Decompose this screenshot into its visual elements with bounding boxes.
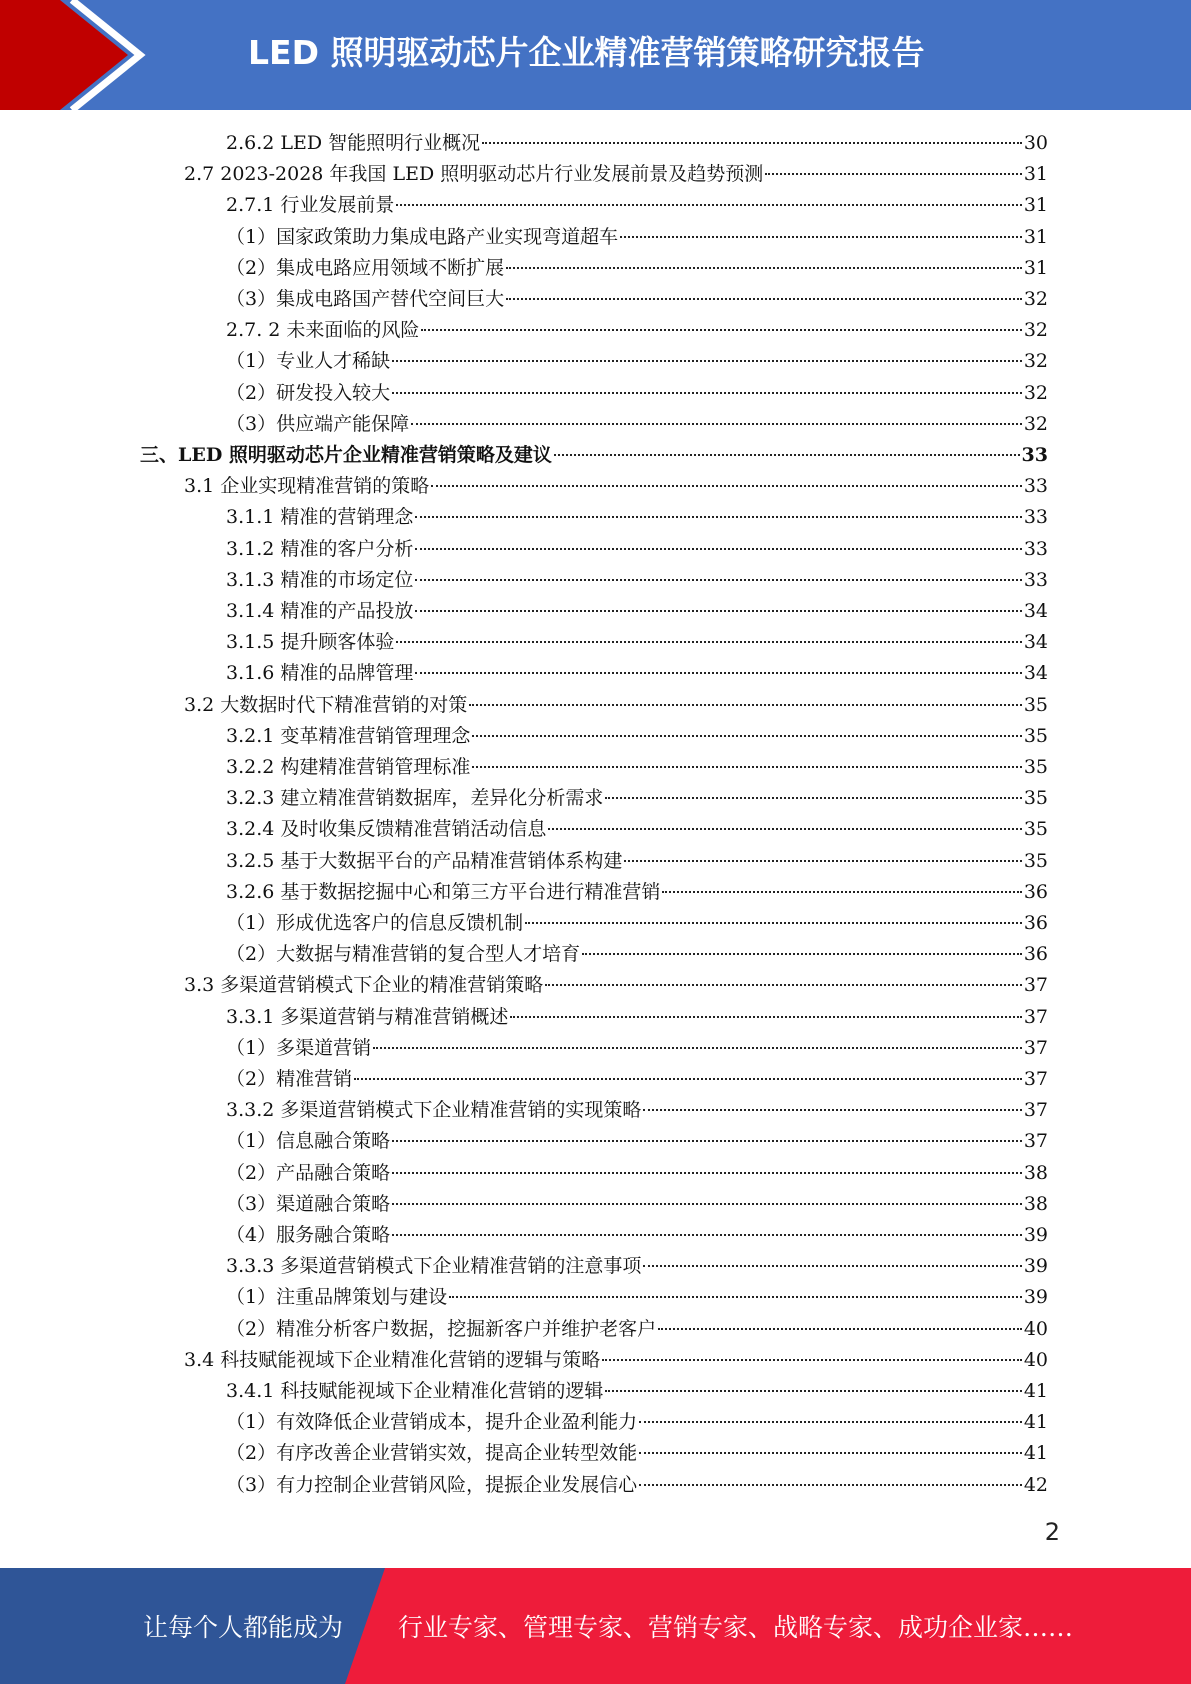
toc-entry-page: 33 (1023, 475, 1048, 498)
toc-entry-page: 31 (1023, 163, 1048, 186)
toc-dot-leader (510, 1016, 1021, 1018)
toc-dot-leader (392, 360, 1022, 362)
toc-dot-leader (396, 204, 1021, 206)
toc-entry-label: 3.1.4 精准的产品投放 (226, 600, 414, 622)
toc-dot-leader (354, 1078, 1022, 1080)
toc-entry[interactable] (226, 721, 1048, 752)
toc-dot-leader (482, 142, 1022, 144)
report-footer (0, 1568, 1191, 1684)
report-title: LED 照明驱动芯片企业精准营销策略研究报告 (248, 33, 925, 72)
toc-entry-page: 34 (1023, 600, 1048, 622)
toc-entry-page: 32 (1023, 288, 1048, 310)
toc-entry-page: 36 (1023, 943, 1048, 966)
toc-entry-page: 39 (1023, 1286, 1048, 1309)
toc-entry-label: （2）产品融合策略 (226, 1161, 391, 1184)
toc-entry-label: 3.2.5 基于大数据平台的产品精准营销体系构建 (226, 849, 623, 872)
toc-entry-page: 33 (1023, 537, 1048, 560)
toc-dot-leader (639, 1484, 1022, 1486)
toc-entry[interactable] (226, 222, 1048, 253)
toc-entry[interactable] (226, 565, 1048, 596)
toc-entry[interactable] (226, 846, 1048, 877)
toc-dot-leader (469, 704, 1022, 706)
toc-dot-leader (392, 392, 1022, 394)
toc-dot-leader (415, 516, 1021, 518)
report-header (0, 0, 1191, 110)
page-number: 2 (1044, 1518, 1060, 1546)
footer-slogan-left: 让每个人都能成为 (143, 1613, 344, 1642)
toc-dot-leader (643, 1109, 1021, 1111)
toc-entry[interactable] (226, 752, 1048, 783)
toc-entry-page: 39 (1023, 1255, 1048, 1278)
toc-entry-label: 3.1.5 提升顾客体验 (226, 631, 395, 654)
toc-dot-leader (639, 1421, 1022, 1423)
toc-entry[interactable] (226, 346, 1048, 377)
toc-entry[interactable] (226, 1251, 1048, 1282)
toc-dot-leader (605, 1390, 1021, 1392)
toc-dot-leader (431, 485, 1022, 487)
toc-entry-page: 36 (1023, 880, 1048, 903)
toc-entry-page: 32 (1023, 412, 1048, 435)
toc-entry[interactable] (226, 1376, 1048, 1407)
toc-entry[interactable] (226, 502, 1048, 533)
toc-entry-page: 35 (1023, 818, 1048, 841)
toc-entry[interactable] (226, 1282, 1048, 1313)
toc-entry-label: 3.2 大数据时代下精准营销的对策 (184, 693, 468, 716)
toc-entry-page: 40 (1023, 1348, 1048, 1371)
toc-entry[interactable] (226, 1220, 1048, 1251)
toc-entry[interactable] (140, 440, 1048, 471)
toc-entry-label: （2）精准分析客户数据，挖掘新客户并维护老客户 (226, 1317, 657, 1340)
toc-entry-label: （4）服务融合策略 (226, 1224, 391, 1246)
toc-entry-label: （3）供应端产能保障 (226, 412, 410, 435)
toc-dot-leader (506, 298, 1022, 300)
toc-dot-leader (548, 828, 1021, 830)
toc-entry-page: 36 (1023, 912, 1048, 934)
toc-dot-leader (472, 766, 1021, 768)
toc-entry[interactable] (226, 1314, 1048, 1345)
toc-dot-leader (554, 454, 1020, 456)
toc-entry[interactable] (184, 159, 1048, 190)
toc-dot-leader (624, 860, 1021, 862)
toc-entry-label: （3）渠道融合策略 (226, 1192, 391, 1215)
toc-entry-page: 38 (1023, 1192, 1048, 1215)
toc-entry-page: 42 (1023, 1473, 1048, 1496)
toc-entry-label: 2.6.2 LED 智能照明行业概况 (226, 132, 481, 154)
toc-entry-page: 37 (1023, 1099, 1048, 1122)
toc-entry[interactable] (226, 1189, 1048, 1220)
toc-entry-page: 31 (1023, 194, 1048, 217)
toc-entry-page: 35 (1023, 849, 1048, 872)
toc-entry[interactable] (226, 939, 1048, 970)
toc-dot-leader (472, 735, 1021, 737)
toc-entry-page: 37 (1023, 974, 1048, 997)
toc-entry-label: 3.1.1 精准的营销理念 (226, 506, 414, 529)
toc-dot-leader (582, 953, 1022, 955)
toc-entry[interactable] (226, 409, 1048, 440)
toc-dot-leader (415, 548, 1021, 550)
toc-entry[interactable] (226, 1126, 1048, 1157)
toc-entry-page: 41 (1023, 1442, 1048, 1465)
toc-entry[interactable] (226, 534, 1048, 565)
toc-entry-label: 3.1 企业实现精准营销的策略 (184, 475, 430, 498)
toc-entry-page: 35 (1023, 724, 1048, 747)
toc-entry[interactable] (184, 471, 1048, 502)
toc-dot-leader (765, 173, 1022, 175)
toc-dot-leader (415, 672, 1021, 674)
toc-entry[interactable] (226, 378, 1048, 409)
header-arrow-graphic (0, 0, 150, 110)
toc-entry-page: 35 (1023, 693, 1048, 716)
toc-entry[interactable] (226, 658, 1048, 689)
toc-entry-page: 41 (1023, 1411, 1048, 1434)
toc-entry-label: （2）精准营销 (226, 1068, 353, 1090)
toc-entry-label: 3.3.2 多渠道营销模式下企业精准营销的实现策略 (226, 1099, 642, 1122)
toc-entry[interactable] (226, 1002, 1048, 1033)
toc-dot-leader (525, 922, 1022, 924)
toc-entry-page: 33 (1023, 568, 1048, 591)
toc-entry-label: 3.2.3 建立精准营销数据库，差异化分析需求 (226, 787, 604, 810)
toc-entry[interactable] (226, 1470, 1048, 1501)
toc-entry-page: 32 (1023, 381, 1048, 404)
toc-entry-page: 34 (1023, 662, 1048, 685)
toc-dot-leader (602, 1359, 1022, 1361)
toc-entry[interactable] (184, 690, 1048, 721)
toc-entry-label: （3）集成电路国产替代空间巨大 (226, 288, 505, 310)
toc-entry[interactable] (226, 814, 1048, 845)
toc-entry-page: 32 (1023, 319, 1048, 342)
toc-entry-label: （2）集成电路应用领域不断扩展 (226, 256, 505, 279)
toc-entry-label: 3.1.2 精准的客户分析 (226, 537, 414, 560)
toc-entry[interactable] (226, 596, 1048, 627)
toc-entry[interactable] (226, 908, 1048, 939)
toc-entry-label: 3.4 科技赋能视域下企业精准化营销的逻辑与策略 (184, 1348, 601, 1371)
toc-dot-leader (373, 1047, 1022, 1049)
toc-entry[interactable] (226, 1158, 1048, 1189)
toc-dot-leader (392, 1203, 1022, 1205)
toc-entry-label: （3）有力控制企业营销风险，提振企业发展信心 (226, 1473, 638, 1496)
toc-dot-leader (421, 329, 1021, 331)
toc-entry-label: （2）有序改善企业营销实效，提高企业转型效能 (226, 1442, 638, 1465)
toc-entry-label: 2.7.1 行业发展前景 (226, 194, 395, 217)
toc-entry-label: （1）形成优选客户的信息反馈机制 (226, 912, 524, 934)
toc-entry-page: 33 (1023, 506, 1048, 529)
toc-entry-label: （2）大数据与精准营销的复合型人才培育 (226, 943, 581, 966)
toc-dot-leader (392, 1140, 1022, 1142)
toc-entry[interactable] (184, 970, 1048, 1001)
toc-dot-leader (620, 236, 1022, 238)
toc-dot-leader (662, 891, 1021, 893)
toc-entry-label: 3.3.3 多渠道营销模式下企业精准营销的注意事项 (226, 1255, 642, 1278)
toc-entry[interactable] (226, 1064, 1048, 1095)
toc-entry-label: 3.4.1 科技赋能视域下企业精准化营销的逻辑 (226, 1380, 604, 1402)
toc-entry-page: 37 (1023, 1005, 1048, 1028)
toc-entry-page: 41 (1023, 1380, 1048, 1402)
toc-dot-leader (506, 267, 1022, 269)
toc-entry-label: （1）专业人才稀缺 (226, 350, 391, 373)
toc-entry-label: 3.1.6 精准的品牌管理 (226, 662, 414, 685)
toc-dot-leader (411, 423, 1022, 425)
toc-dot-leader (392, 1172, 1022, 1174)
toc-entry-page: 38 (1023, 1161, 1048, 1184)
toc-entry-label: 3.2.4 及时收集反馈精准营销活动信息 (226, 818, 547, 841)
toc-entry[interactable] (226, 128, 1048, 159)
toc-entry[interactable] (226, 190, 1048, 221)
toc-entry-label: 3.3.1 多渠道营销与精准营销概述 (226, 1005, 509, 1028)
toc-entry-label: 2.7. 2 未来面临的风险 (226, 319, 420, 342)
toc-entry-page: 31 (1023, 225, 1048, 248)
toc-entry-page: 33 (1021, 444, 1048, 466)
toc-entry[interactable] (226, 1033, 1048, 1064)
toc-entry-label: 3.1.3 精准的市场定位 (226, 568, 414, 591)
toc-entry-label: （2）研发投入较大 (226, 381, 391, 404)
toc-entry-label: （1）有效降低企业营销成本，提升企业盈利能力 (226, 1411, 638, 1434)
toc-dot-leader (658, 1328, 1022, 1330)
toc-entry-label: （1）信息融合策略 (226, 1130, 391, 1153)
toc-entry[interactable] (226, 877, 1048, 908)
toc-entry-label: 3.2.2 构建精准营销管理标准 (226, 756, 471, 778)
toc-entry-label: 3.2.6 基于数据挖掘中心和第三方平台进行精准营销 (226, 880, 661, 903)
toc-entry[interactable] (226, 315, 1048, 346)
toc-entry[interactable] (226, 1407, 1048, 1438)
toc-dot-leader (643, 1265, 1021, 1267)
footer-slogan-right: 行业专家、管理专家、营销专家、战略专家、成功企业家…… (398, 1613, 1074, 1642)
toc-entry-page: 32 (1023, 350, 1048, 373)
toc-entry-page: 40 (1023, 1317, 1048, 1340)
toc-entry-label: 三、LED 照明驱动芯片企业精准营销策略及建议 (140, 444, 552, 466)
toc-entry[interactable] (226, 1438, 1048, 1469)
toc-entry-label: （1）注重品牌策划与建设 (226, 1286, 448, 1309)
toc-entry-page: 30 (1023, 132, 1048, 154)
toc-entry[interactable] (226, 627, 1048, 658)
toc-entry-page: 39 (1023, 1224, 1048, 1246)
toc-entry-page: 35 (1023, 756, 1048, 778)
toc-entry-page: 37 (1023, 1036, 1048, 1059)
toc-entry-page: 37 (1023, 1130, 1048, 1153)
toc-entry[interactable] (184, 1345, 1048, 1376)
toc-dot-leader (639, 1452, 1022, 1454)
toc-dot-leader (449, 1296, 1022, 1298)
toc-dot-leader (392, 1234, 1022, 1236)
toc-entry-label: 3.2.1 变革精准营销管理理念 (226, 724, 471, 747)
toc-entry-label: （1）多渠道营销 (226, 1036, 372, 1059)
toc-entry-page: 35 (1023, 787, 1048, 810)
toc-entry-label: 3.3 多渠道营销模式下企业的精准营销策略 (184, 974, 544, 997)
toc-entry[interactable] (226, 783, 1048, 814)
toc-entry-page: 37 (1023, 1068, 1048, 1090)
toc-entry-label: （1）国家政策助力集成电路产业实现弯道超车 (226, 225, 619, 248)
toc-entry-page: 34 (1023, 631, 1048, 654)
toc-entry[interactable] (226, 253, 1048, 284)
toc-entry-page: 31 (1023, 256, 1048, 279)
toc-dot-leader (545, 984, 1022, 986)
toc-dot-leader (415, 579, 1021, 581)
toc-entry-label: 2.7 2023-2028 年我国 LED 照明驱动芯片行业发展前景及趋势预测 (184, 163, 764, 186)
toc-dot-leader (396, 641, 1021, 643)
toc-dot-leader (605, 797, 1021, 799)
toc-dot-leader (415, 610, 1021, 612)
toc-entry[interactable] (226, 1095, 1048, 1126)
toc-entry[interactable] (226, 284, 1048, 315)
